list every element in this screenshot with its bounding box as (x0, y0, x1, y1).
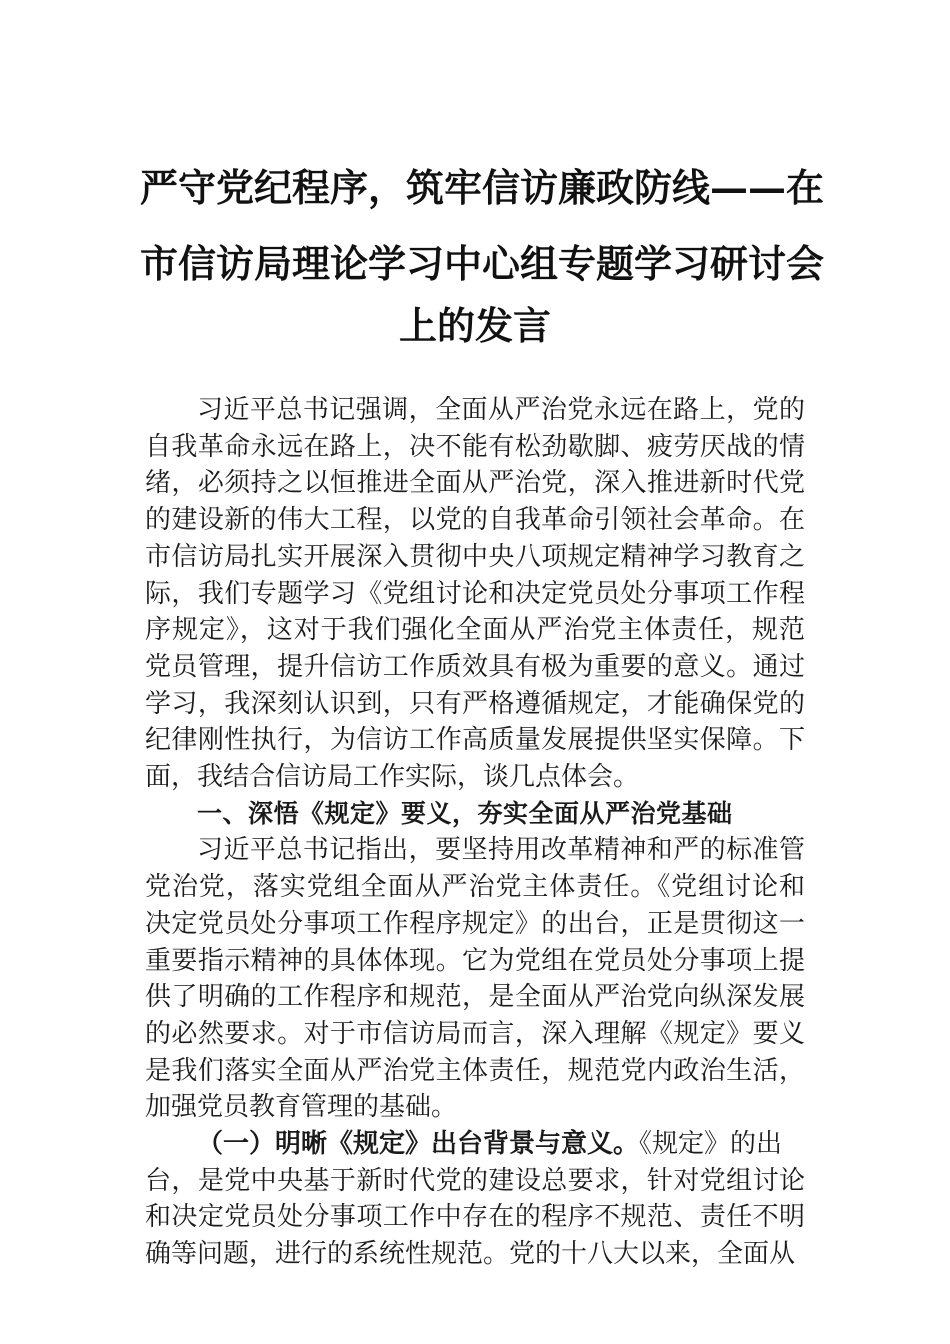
section-heading: 一、深悟《规定》要义，夯实全面从严治党基础 (197, 798, 733, 828)
subsection-paragraph (145, 1126, 805, 1163)
subsection-continuation: 台，是党中央基于新时代党的建设总要求，针对党组讨论和决定党员处分事项工作中存在的程序不规范、责任不明确等问题，进行的系统性规范。党的十八大以来，全面从 (145, 1165, 805, 1270)
section-paragraph: 习近平总书记指出，要坚持用改革精神和严的标准管党治党，落实党组全面从严治党主体责任。《党组讨论和决定党员处分事项工作程序规定》的出台，正是贯彻这一重要指示精神的具体体现。它为党组在党员处分事项上提供了明确的工作程序和规范，是全面从严治党向纵深发展的必然要求。对于市信访局而言，深入理解《规定》要义是我们落实全面从严治党主体责任，规范党内政治生活，加强党员教育管理的基础。 (145, 835, 805, 1123)
title-line-1: 严守党纪程序，筑牢信访廉政防线——在 (140, 165, 825, 210)
subsection-text-start: 《规定》的出 (639, 1129, 783, 1160)
subsection-lead: （一）明晰《规定》出台背景与意义。 (197, 1129, 640, 1160)
document-body (145, 392, 805, 1273)
title-line-3: 上的发言 (398, 303, 551, 348)
intro-paragraph: 习近平总书记强调，全面从严治党永远在路上，党的自我革命永远在路上，决不能有松劲歇脚、疲劳厌战的情绪，必须持之以恒推进全面从严治党，深入推进新时代党的建设新的伟大工程，以党的自我革命引领社会革命。在市信访局扎实开展深入贯彻中央八项规定精神学习教育之际，我们专题学习《党组讨论和决定党员处分事项工作程序规定》，这对于我们强化全面从严治党主体责任，规范党员管理，提升信访工作质效具有极为重要的意义。通过学习，我深刻认识到，只有严格遵循规定，才能确保党的纪律刚性执行，为信访工作高质量发展提供坚实保障。下面，我结合信访局工作实际，谈几点体会。 (145, 395, 805, 793)
title-line-2: 市信访局理论学习中心组专题学习研讨会 (140, 241, 825, 286)
